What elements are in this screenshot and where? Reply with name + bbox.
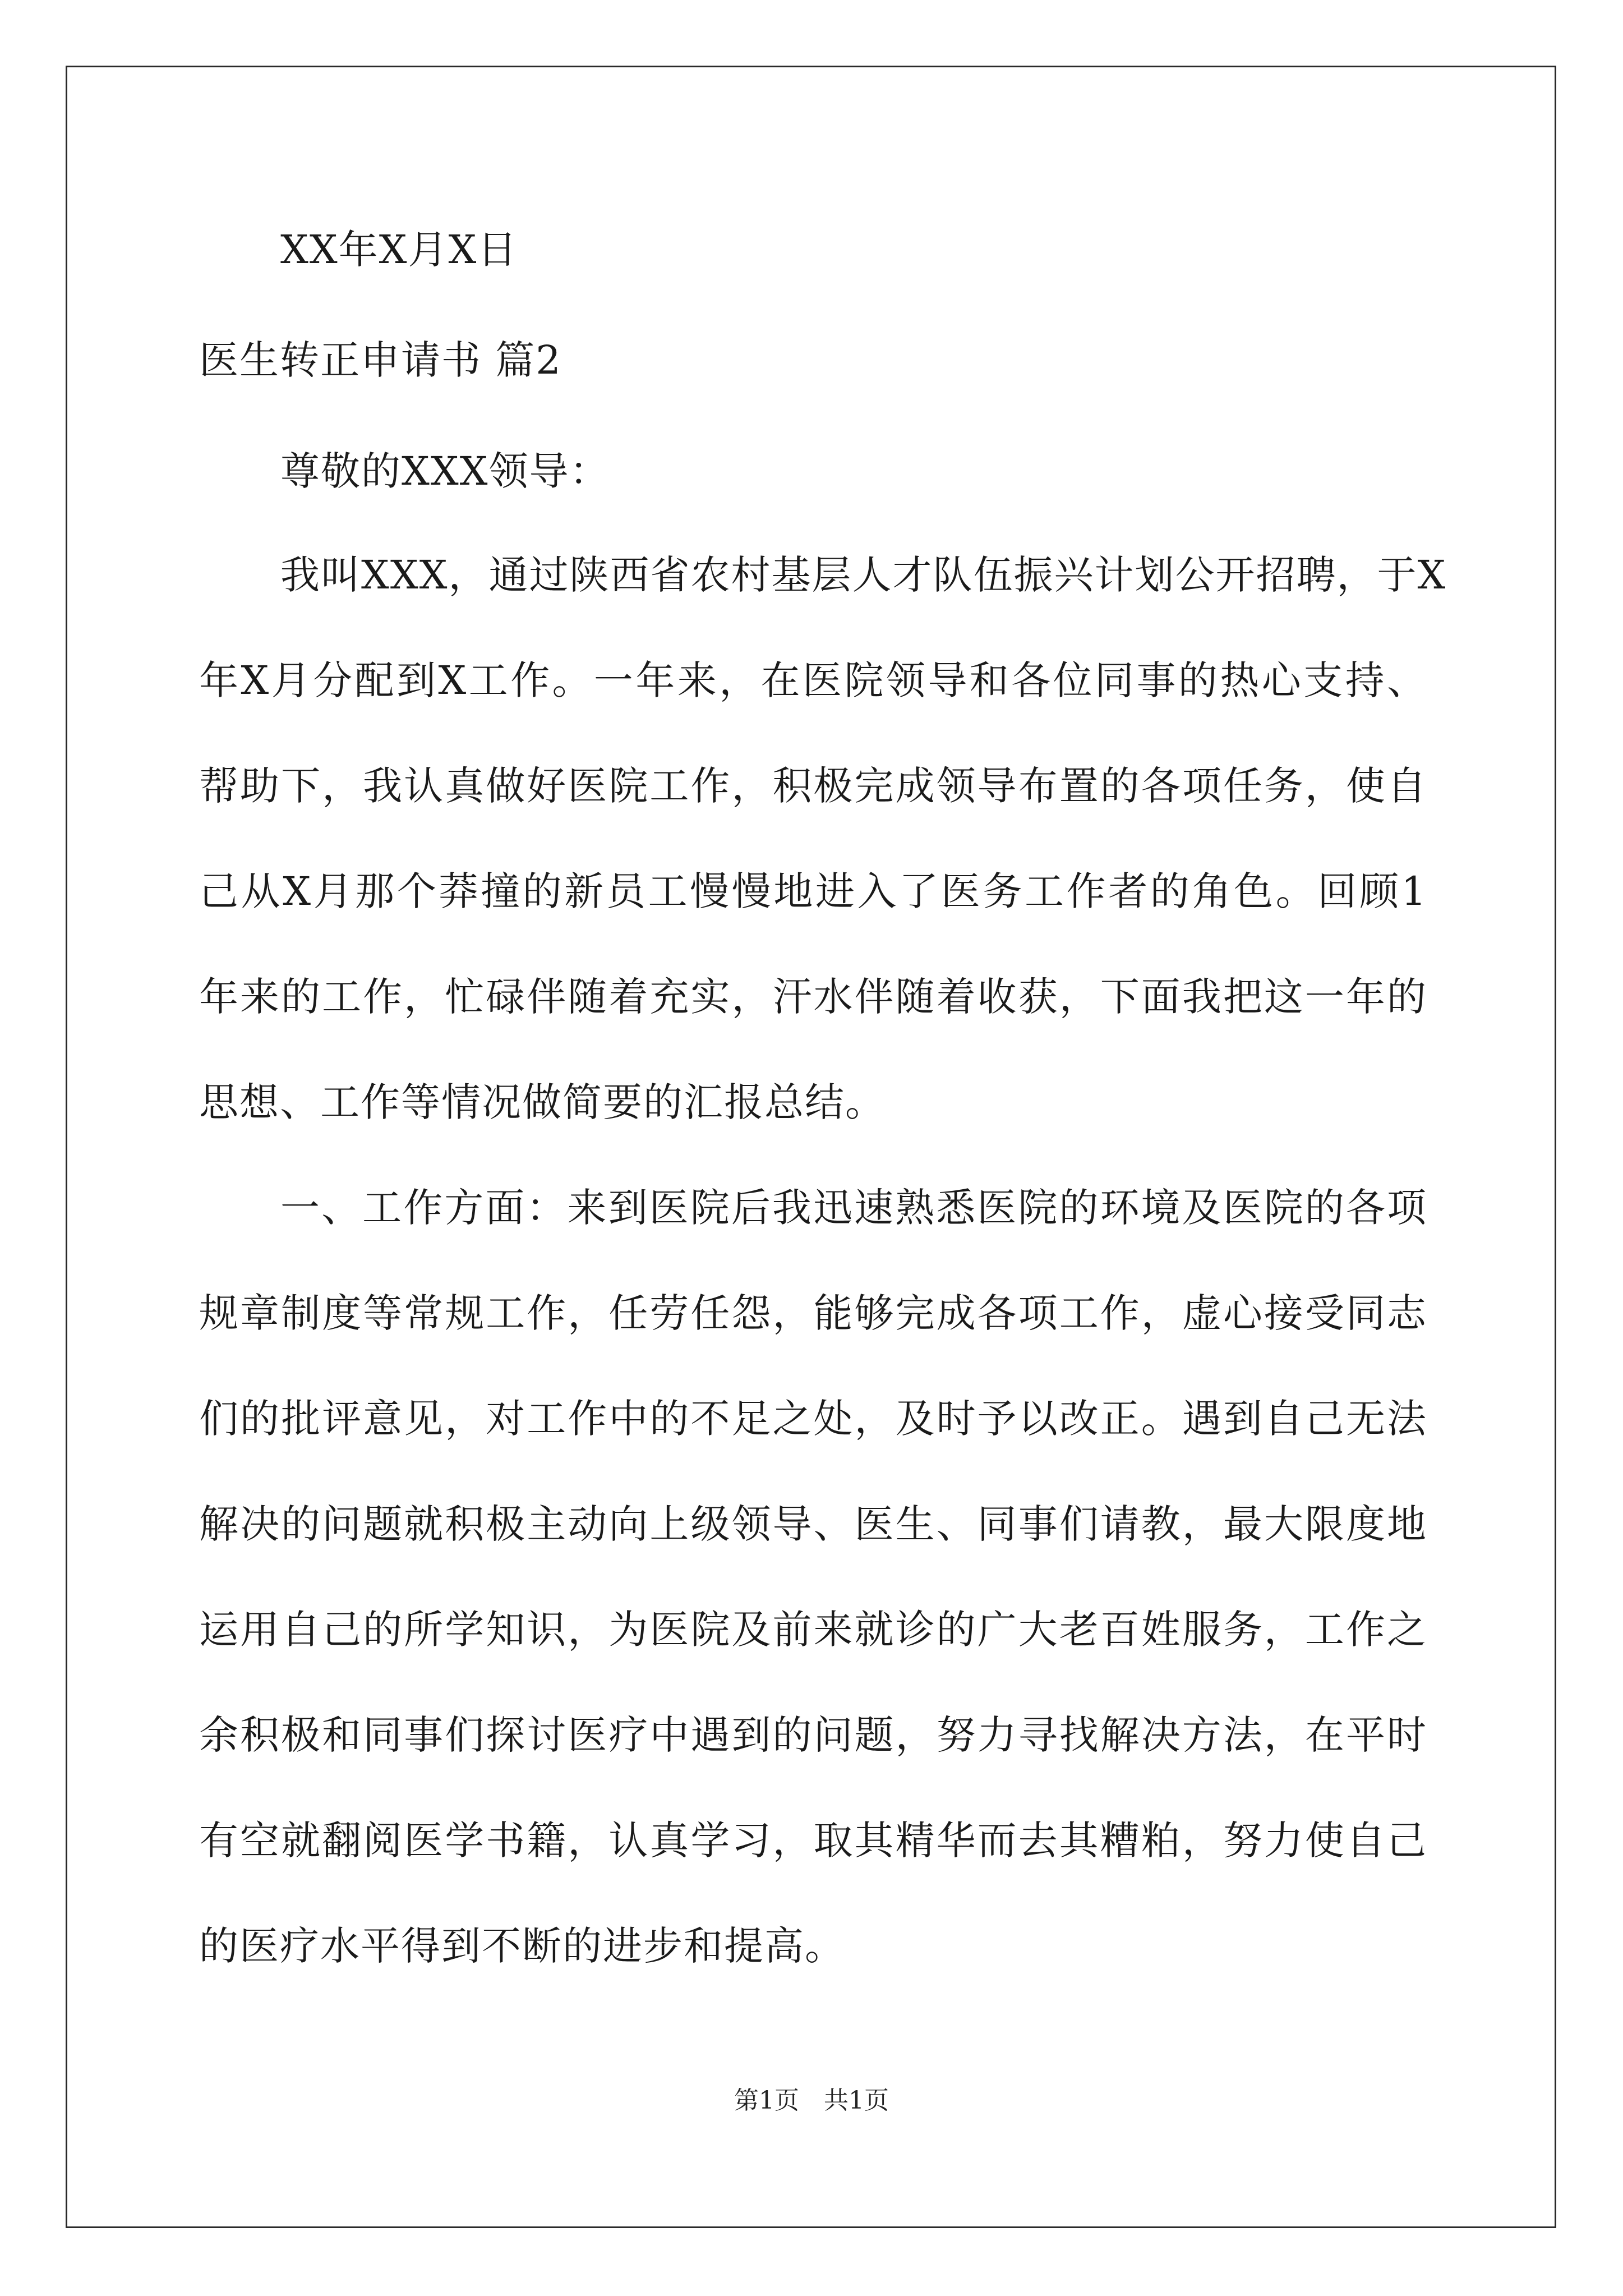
page-indicator: 第1页 共1页	[734, 2086, 889, 2115]
paragraph1-line: 己从X月那个莽撞的新员工慢慢地进入了医务工作者的角色。回顾1	[199, 868, 1427, 914]
paragraph2-line: 有空就翻阅医学书籍，认真学习，取其精华而去其糟粕，努力使自己	[199, 1818, 1427, 1864]
paragraph1-line: 年X月分配到X工作。一年来，在医院领导和各位同事的热心支持、	[199, 657, 1427, 703]
paragraph1-line: 我叫XXX，通过陕西省农村基层人才队伍振兴计划公开招聘，于X	[280, 552, 1447, 598]
paragraph1-line: 帮助下，我认真做好医院工作，积极完成领导布置的各项任务，使自	[199, 763, 1427, 809]
page-border	[66, 66, 1556, 2228]
paragraph2-line: 的医疗水平得到不断的进步和提高。	[199, 1923, 845, 1969]
date-line: XX年X月X日	[280, 227, 518, 273]
paragraph2-line: 余积极和同事们探讨医疗中遇到的问题，努力寻找解决方法，在平时	[199, 1712, 1427, 1758]
salutation: 尊敬的XXX领导：	[280, 448, 610, 494]
paragraph2-line: 解决的问题就积极主动向上级领导、医生、同事们请教，最大限度地	[199, 1501, 1427, 1547]
document-heading: 医生转正申请书 篇2	[199, 337, 562, 383]
paragraph2-line: 一、工作方面：来到医院后我迅速熟悉医院的环境及医院的各项	[280, 1185, 1427, 1231]
paragraph2-line: 运用自己的所学知识，为医院及前来就诊的广大老百姓服务，工作之	[199, 1607, 1427, 1653]
paragraph1-line: 年来的工作，忙碌伴随着充实，汗水伴随着收获，下面我把这一年的	[199, 974, 1427, 1020]
paragraph1-line: 思想、工作等情况做简要的汇报总结。	[199, 1079, 886, 1125]
paragraph2-line: 们的批评意见，对工作中的不足之处，及时予以改正。遇到自己无法	[199, 1396, 1427, 1442]
paragraph2-line: 规章制度等常规工作，任劳任怨，能够完成各项工作，虚心接受同志	[199, 1290, 1427, 1336]
